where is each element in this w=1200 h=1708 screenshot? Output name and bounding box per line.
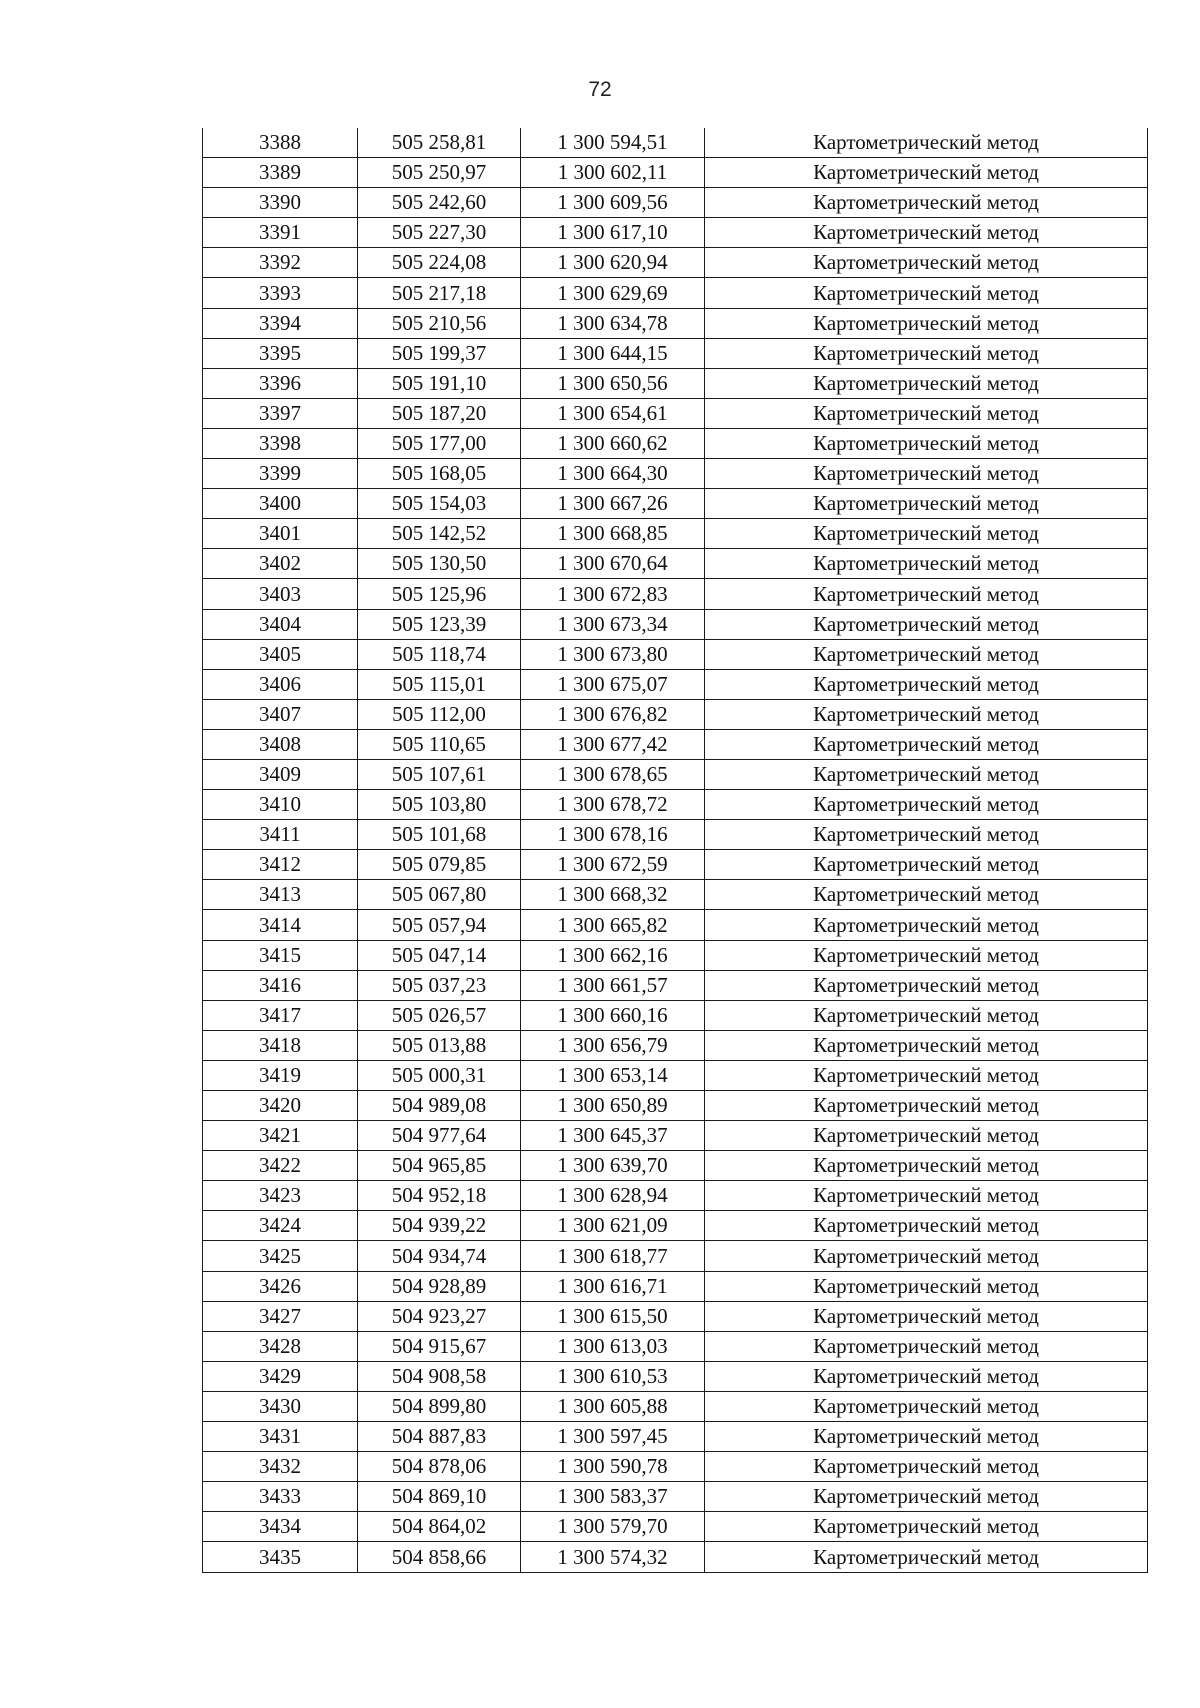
point-number-cell: 3407 bbox=[203, 699, 358, 729]
method-cell: Картометрический метод bbox=[705, 880, 1148, 910]
method-cell: Картометрический метод bbox=[705, 1151, 1148, 1181]
table-row bbox=[203, 248, 1148, 278]
point-number-cell: 3424 bbox=[203, 1211, 358, 1241]
table-row bbox=[203, 1060, 1148, 1090]
point-number-cell: 3410 bbox=[203, 790, 358, 820]
y-coordinate-cell: 1 300 616,71 bbox=[521, 1271, 705, 1301]
x-coordinate-cell: 505 112,00 bbox=[358, 699, 521, 729]
table-row bbox=[203, 158, 1148, 188]
table-row bbox=[203, 639, 1148, 669]
y-coordinate-cell: 1 300 617,10 bbox=[521, 218, 705, 248]
method-cell: Картометрический метод bbox=[705, 1181, 1148, 1211]
x-coordinate-cell: 505 168,05 bbox=[358, 459, 521, 489]
point-number-cell: 3393 bbox=[203, 278, 358, 308]
x-coordinate-cell: 505 047,14 bbox=[358, 940, 521, 970]
method-cell: Картометрический метод bbox=[705, 1301, 1148, 1331]
table-row bbox=[203, 1271, 1148, 1301]
table-row bbox=[203, 1482, 1148, 1512]
y-coordinate-cell: 1 300 610,53 bbox=[521, 1361, 705, 1391]
table-row bbox=[203, 188, 1148, 218]
table-row bbox=[203, 850, 1148, 880]
y-coordinate-cell: 1 300 579,70 bbox=[521, 1512, 705, 1542]
point-number-cell: 3434 bbox=[203, 1512, 358, 1542]
x-coordinate-cell: 504 989,08 bbox=[358, 1091, 521, 1121]
point-number-cell: 3411 bbox=[203, 820, 358, 850]
table-row bbox=[203, 1091, 1148, 1121]
method-cell: Картометрический метод bbox=[705, 278, 1148, 308]
table-row bbox=[203, 820, 1148, 850]
method-cell: Картометрический метод bbox=[705, 1121, 1148, 1151]
x-coordinate-cell: 504 934,74 bbox=[358, 1241, 521, 1271]
method-cell: Картометрический метод bbox=[705, 428, 1148, 458]
y-coordinate-cell: 1 300 609,56 bbox=[521, 188, 705, 218]
point-number-cell: 3416 bbox=[203, 970, 358, 1000]
table-row bbox=[203, 729, 1148, 759]
y-coordinate-cell: 1 300 590,78 bbox=[521, 1452, 705, 1482]
table-row bbox=[203, 669, 1148, 699]
method-cell: Картометрический метод bbox=[705, 609, 1148, 639]
method-cell: Картометрический метод bbox=[705, 1391, 1148, 1421]
y-coordinate-cell: 1 300 667,26 bbox=[521, 489, 705, 519]
y-coordinate-cell: 1 300 675,07 bbox=[521, 669, 705, 699]
y-coordinate-cell: 1 300 676,82 bbox=[521, 699, 705, 729]
x-coordinate-cell: 504 928,89 bbox=[358, 1271, 521, 1301]
table-row bbox=[203, 368, 1148, 398]
y-coordinate-cell: 1 300 605,88 bbox=[521, 1391, 705, 1421]
point-number-cell: 3405 bbox=[203, 639, 358, 669]
y-coordinate-cell: 1 300 644,15 bbox=[521, 338, 705, 368]
method-cell: Картометрический метод bbox=[705, 128, 1148, 158]
point-number-cell: 3399 bbox=[203, 459, 358, 489]
y-coordinate-cell: 1 300 650,56 bbox=[521, 368, 705, 398]
point-number-cell: 3422 bbox=[203, 1151, 358, 1181]
point-number-cell: 3402 bbox=[203, 549, 358, 579]
point-number-cell: 3394 bbox=[203, 308, 358, 338]
point-number-cell: 3425 bbox=[203, 1241, 358, 1271]
y-coordinate-cell: 1 300 668,85 bbox=[521, 519, 705, 549]
table-row bbox=[203, 549, 1148, 579]
y-coordinate-cell: 1 300 583,37 bbox=[521, 1482, 705, 1512]
table-row bbox=[203, 1301, 1148, 1331]
point-number-cell: 3400 bbox=[203, 489, 358, 519]
x-coordinate-cell: 504 869,10 bbox=[358, 1482, 521, 1512]
y-coordinate-cell: 1 300 673,34 bbox=[521, 609, 705, 639]
table-row bbox=[203, 699, 1148, 729]
point-number-cell: 3426 bbox=[203, 1271, 358, 1301]
table-row bbox=[203, 759, 1148, 789]
method-cell: Картометрический метод bbox=[705, 759, 1148, 789]
table-row bbox=[203, 1000, 1148, 1030]
method-cell: Картометрический метод bbox=[705, 639, 1148, 669]
y-coordinate-cell: 1 300 645,37 bbox=[521, 1121, 705, 1151]
point-number-cell: 3418 bbox=[203, 1030, 358, 1060]
y-coordinate-cell: 1 300 650,89 bbox=[521, 1091, 705, 1121]
y-coordinate-cell: 1 300 660,16 bbox=[521, 1000, 705, 1030]
x-coordinate-cell: 504 878,06 bbox=[358, 1452, 521, 1482]
x-coordinate-cell: 505 154,03 bbox=[358, 489, 521, 519]
x-coordinate-cell: 505 101,68 bbox=[358, 820, 521, 850]
x-coordinate-cell: 505 118,74 bbox=[358, 639, 521, 669]
x-coordinate-cell: 505 110,65 bbox=[358, 729, 521, 759]
point-number-cell: 3430 bbox=[203, 1391, 358, 1421]
x-coordinate-cell: 504 965,85 bbox=[358, 1151, 521, 1181]
coordinates-table-body bbox=[203, 128, 1148, 1572]
method-cell: Картометрический метод bbox=[705, 1331, 1148, 1361]
method-cell: Картометрический метод bbox=[705, 1271, 1148, 1301]
y-coordinate-cell: 1 300 594,51 bbox=[521, 128, 705, 158]
y-coordinate-cell: 1 300 664,30 bbox=[521, 459, 705, 489]
y-coordinate-cell: 1 300 678,72 bbox=[521, 790, 705, 820]
y-coordinate-cell: 1 300 670,64 bbox=[521, 549, 705, 579]
y-coordinate-cell: 1 300 672,83 bbox=[521, 579, 705, 609]
method-cell: Картометрический метод bbox=[705, 549, 1148, 579]
method-cell: Картометрический метод bbox=[705, 1060, 1148, 1090]
x-coordinate-cell: 505 115,01 bbox=[358, 669, 521, 699]
y-coordinate-cell: 1 300 653,14 bbox=[521, 1060, 705, 1090]
x-coordinate-cell: 505 079,85 bbox=[358, 850, 521, 880]
point-number-cell: 3417 bbox=[203, 1000, 358, 1030]
point-number-cell: 3421 bbox=[203, 1121, 358, 1151]
table-row bbox=[203, 308, 1148, 338]
table-row bbox=[203, 1331, 1148, 1361]
method-cell: Картометрический метод bbox=[705, 1241, 1148, 1271]
x-coordinate-cell: 505 177,00 bbox=[358, 428, 521, 458]
table-row bbox=[203, 940, 1148, 970]
table-row bbox=[203, 1211, 1148, 1241]
x-coordinate-cell: 505 067,80 bbox=[358, 880, 521, 910]
x-coordinate-cell: 505 103,80 bbox=[358, 790, 521, 820]
table-row bbox=[203, 1422, 1148, 1452]
method-cell: Картометрический метод bbox=[705, 1542, 1148, 1572]
method-cell: Картометрический метод bbox=[705, 248, 1148, 278]
x-coordinate-cell: 505 130,50 bbox=[358, 549, 521, 579]
point-number-cell: 3395 bbox=[203, 338, 358, 368]
method-cell: Картометрический метод bbox=[705, 1361, 1148, 1391]
x-coordinate-cell: 505 224,08 bbox=[358, 248, 521, 278]
point-number-cell: 3433 bbox=[203, 1482, 358, 1512]
point-number-cell: 3397 bbox=[203, 398, 358, 428]
x-coordinate-cell: 505 242,60 bbox=[358, 188, 521, 218]
y-coordinate-cell: 1 300 668,32 bbox=[521, 880, 705, 910]
point-number-cell: 3389 bbox=[203, 158, 358, 188]
method-cell: Картометрический метод bbox=[705, 940, 1148, 970]
table-row bbox=[203, 910, 1148, 940]
table-row bbox=[203, 1361, 1148, 1391]
x-coordinate-cell: 505 107,61 bbox=[358, 759, 521, 789]
method-cell: Картометрический метод bbox=[705, 1512, 1148, 1542]
y-coordinate-cell: 1 300 574,32 bbox=[521, 1542, 705, 1572]
x-coordinate-cell: 504 908,58 bbox=[358, 1361, 521, 1391]
table-row bbox=[203, 1151, 1148, 1181]
y-coordinate-cell: 1 300 656,79 bbox=[521, 1030, 705, 1060]
method-cell: Картометрический метод bbox=[705, 188, 1148, 218]
x-coordinate-cell: 504 899,80 bbox=[358, 1391, 521, 1421]
y-coordinate-cell: 1 300 678,65 bbox=[521, 759, 705, 789]
point-number-cell: 3427 bbox=[203, 1301, 358, 1331]
x-coordinate-cell: 504 864,02 bbox=[358, 1512, 521, 1542]
y-coordinate-cell: 1 300 662,16 bbox=[521, 940, 705, 970]
method-cell: Картометрический метод bbox=[705, 820, 1148, 850]
y-coordinate-cell: 1 300 665,82 bbox=[521, 910, 705, 940]
y-coordinate-cell: 1 300 661,57 bbox=[521, 970, 705, 1000]
method-cell: Картометрический метод bbox=[705, 398, 1148, 428]
page-number: 72 bbox=[588, 78, 612, 101]
table-row bbox=[203, 1181, 1148, 1211]
method-cell: Картометрический метод bbox=[705, 1452, 1148, 1482]
x-coordinate-cell: 505 217,18 bbox=[358, 278, 521, 308]
method-cell: Картометрический метод bbox=[705, 308, 1148, 338]
x-coordinate-cell: 505 026,57 bbox=[358, 1000, 521, 1030]
y-coordinate-cell: 1 300 673,80 bbox=[521, 639, 705, 669]
method-cell: Картометрический метод bbox=[705, 1030, 1148, 1060]
x-coordinate-cell: 505 013,88 bbox=[358, 1030, 521, 1060]
x-coordinate-cell: 505 123,39 bbox=[358, 609, 521, 639]
table-row bbox=[203, 519, 1148, 549]
x-coordinate-cell: 504 952,18 bbox=[358, 1181, 521, 1211]
point-number-cell: 3388 bbox=[203, 128, 358, 158]
x-coordinate-cell: 505 210,56 bbox=[358, 308, 521, 338]
table-row bbox=[203, 128, 1148, 158]
y-coordinate-cell: 1 300 613,03 bbox=[521, 1331, 705, 1361]
point-number-cell: 3403 bbox=[203, 579, 358, 609]
x-coordinate-cell: 505 037,23 bbox=[358, 970, 521, 1000]
method-cell: Картометрический метод bbox=[705, 1091, 1148, 1121]
table-row bbox=[203, 790, 1148, 820]
point-number-cell: 3423 bbox=[203, 1181, 358, 1211]
point-number-cell: 3414 bbox=[203, 910, 358, 940]
x-coordinate-cell: 504 939,22 bbox=[358, 1211, 521, 1241]
point-number-cell: 3404 bbox=[203, 609, 358, 639]
x-coordinate-cell: 505 057,94 bbox=[358, 910, 521, 940]
x-coordinate-cell: 505 258,81 bbox=[358, 128, 521, 158]
table-row bbox=[203, 970, 1148, 1000]
method-cell: Картометрический метод bbox=[705, 1482, 1148, 1512]
method-cell: Картометрический метод bbox=[705, 338, 1148, 368]
x-coordinate-cell: 504 887,83 bbox=[358, 1422, 521, 1452]
method-cell: Картометрический метод bbox=[705, 850, 1148, 880]
coordinates-table bbox=[202, 128, 1148, 1573]
x-coordinate-cell: 504 923,27 bbox=[358, 1301, 521, 1331]
point-number-cell: 3431 bbox=[203, 1422, 358, 1452]
y-coordinate-cell: 1 300 597,45 bbox=[521, 1422, 705, 1452]
method-cell: Картометрический метод bbox=[705, 790, 1148, 820]
table-row bbox=[203, 459, 1148, 489]
point-number-cell: 3412 bbox=[203, 850, 358, 880]
table-row bbox=[203, 278, 1148, 308]
point-number-cell: 3415 bbox=[203, 940, 358, 970]
x-coordinate-cell: 504 915,67 bbox=[358, 1331, 521, 1361]
x-coordinate-cell: 504 977,64 bbox=[358, 1121, 521, 1151]
y-coordinate-cell: 1 300 678,16 bbox=[521, 820, 705, 850]
table-row bbox=[203, 880, 1148, 910]
point-number-cell: 3413 bbox=[203, 880, 358, 910]
method-cell: Картометрический метод bbox=[705, 910, 1148, 940]
point-number-cell: 3429 bbox=[203, 1361, 358, 1391]
x-coordinate-cell: 505 142,52 bbox=[358, 519, 521, 549]
y-coordinate-cell: 1 300 672,59 bbox=[521, 850, 705, 880]
table-row bbox=[203, 1241, 1148, 1271]
table-row bbox=[203, 428, 1148, 458]
point-number-cell: 3398 bbox=[203, 428, 358, 458]
method-cell: Картометрический метод bbox=[705, 459, 1148, 489]
method-cell: Картометрический метод bbox=[705, 1422, 1148, 1452]
y-coordinate-cell: 1 300 602,11 bbox=[521, 158, 705, 188]
method-cell: Картометрический метод bbox=[705, 519, 1148, 549]
method-cell: Картометрический метод bbox=[705, 729, 1148, 759]
method-cell: Картометрический метод bbox=[705, 489, 1148, 519]
x-coordinate-cell: 505 250,97 bbox=[358, 158, 521, 188]
point-number-cell: 3428 bbox=[203, 1331, 358, 1361]
y-coordinate-cell: 1 300 618,77 bbox=[521, 1241, 705, 1271]
table-row bbox=[203, 1121, 1148, 1151]
table-row bbox=[203, 1512, 1148, 1542]
y-coordinate-cell: 1 300 677,42 bbox=[521, 729, 705, 759]
y-coordinate-cell: 1 300 629,69 bbox=[521, 278, 705, 308]
point-number-cell: 3390 bbox=[203, 188, 358, 218]
y-coordinate-cell: 1 300 620,94 bbox=[521, 248, 705, 278]
table-row bbox=[203, 1030, 1148, 1060]
y-coordinate-cell: 1 300 654,61 bbox=[521, 398, 705, 428]
point-number-cell: 3409 bbox=[203, 759, 358, 789]
point-number-cell: 3391 bbox=[203, 218, 358, 248]
x-coordinate-cell: 504 858,66 bbox=[358, 1542, 521, 1572]
method-cell: Картометрический метод bbox=[705, 699, 1148, 729]
table-row bbox=[203, 1452, 1148, 1482]
method-cell: Картометрический метод bbox=[705, 669, 1148, 699]
point-number-cell: 3435 bbox=[203, 1542, 358, 1572]
point-number-cell: 3401 bbox=[203, 519, 358, 549]
method-cell: Картометрический метод bbox=[705, 218, 1148, 248]
point-number-cell: 3396 bbox=[203, 368, 358, 398]
table-row bbox=[203, 489, 1148, 519]
point-number-cell: 3392 bbox=[203, 248, 358, 278]
x-coordinate-cell: 505 199,37 bbox=[358, 338, 521, 368]
x-coordinate-cell: 505 187,20 bbox=[358, 398, 521, 428]
y-coordinate-cell: 1 300 615,50 bbox=[521, 1301, 705, 1331]
point-number-cell: 3419 bbox=[203, 1060, 358, 1090]
method-cell: Картометрический метод bbox=[705, 1211, 1148, 1241]
table-row bbox=[203, 1391, 1148, 1421]
x-coordinate-cell: 505 125,96 bbox=[358, 579, 521, 609]
point-number-cell: 3408 bbox=[203, 729, 358, 759]
table-row bbox=[203, 579, 1148, 609]
y-coordinate-cell: 1 300 634,78 bbox=[521, 308, 705, 338]
x-coordinate-cell: 505 227,30 bbox=[358, 218, 521, 248]
method-cell: Картометрический метод bbox=[705, 158, 1148, 188]
point-number-cell: 3406 bbox=[203, 669, 358, 699]
y-coordinate-cell: 1 300 660,62 bbox=[521, 428, 705, 458]
point-number-cell: 3432 bbox=[203, 1452, 358, 1482]
point-number-cell: 3420 bbox=[203, 1091, 358, 1121]
x-coordinate-cell: 505 000,31 bbox=[358, 1060, 521, 1090]
table-row bbox=[203, 338, 1148, 368]
table-row bbox=[203, 1542, 1148, 1572]
method-cell: Картометрический метод bbox=[705, 368, 1148, 398]
table-row bbox=[203, 218, 1148, 248]
y-coordinate-cell: 1 300 628,94 bbox=[521, 1181, 705, 1211]
method-cell: Картометрический метод bbox=[705, 970, 1148, 1000]
x-coordinate-cell: 505 191,10 bbox=[358, 368, 521, 398]
y-coordinate-cell: 1 300 639,70 bbox=[521, 1151, 705, 1181]
table-row bbox=[203, 609, 1148, 639]
table-row bbox=[203, 398, 1148, 428]
y-coordinate-cell: 1 300 621,09 bbox=[521, 1211, 705, 1241]
method-cell: Картометрический метод bbox=[705, 579, 1148, 609]
method-cell: Картометрический метод bbox=[705, 1000, 1148, 1030]
